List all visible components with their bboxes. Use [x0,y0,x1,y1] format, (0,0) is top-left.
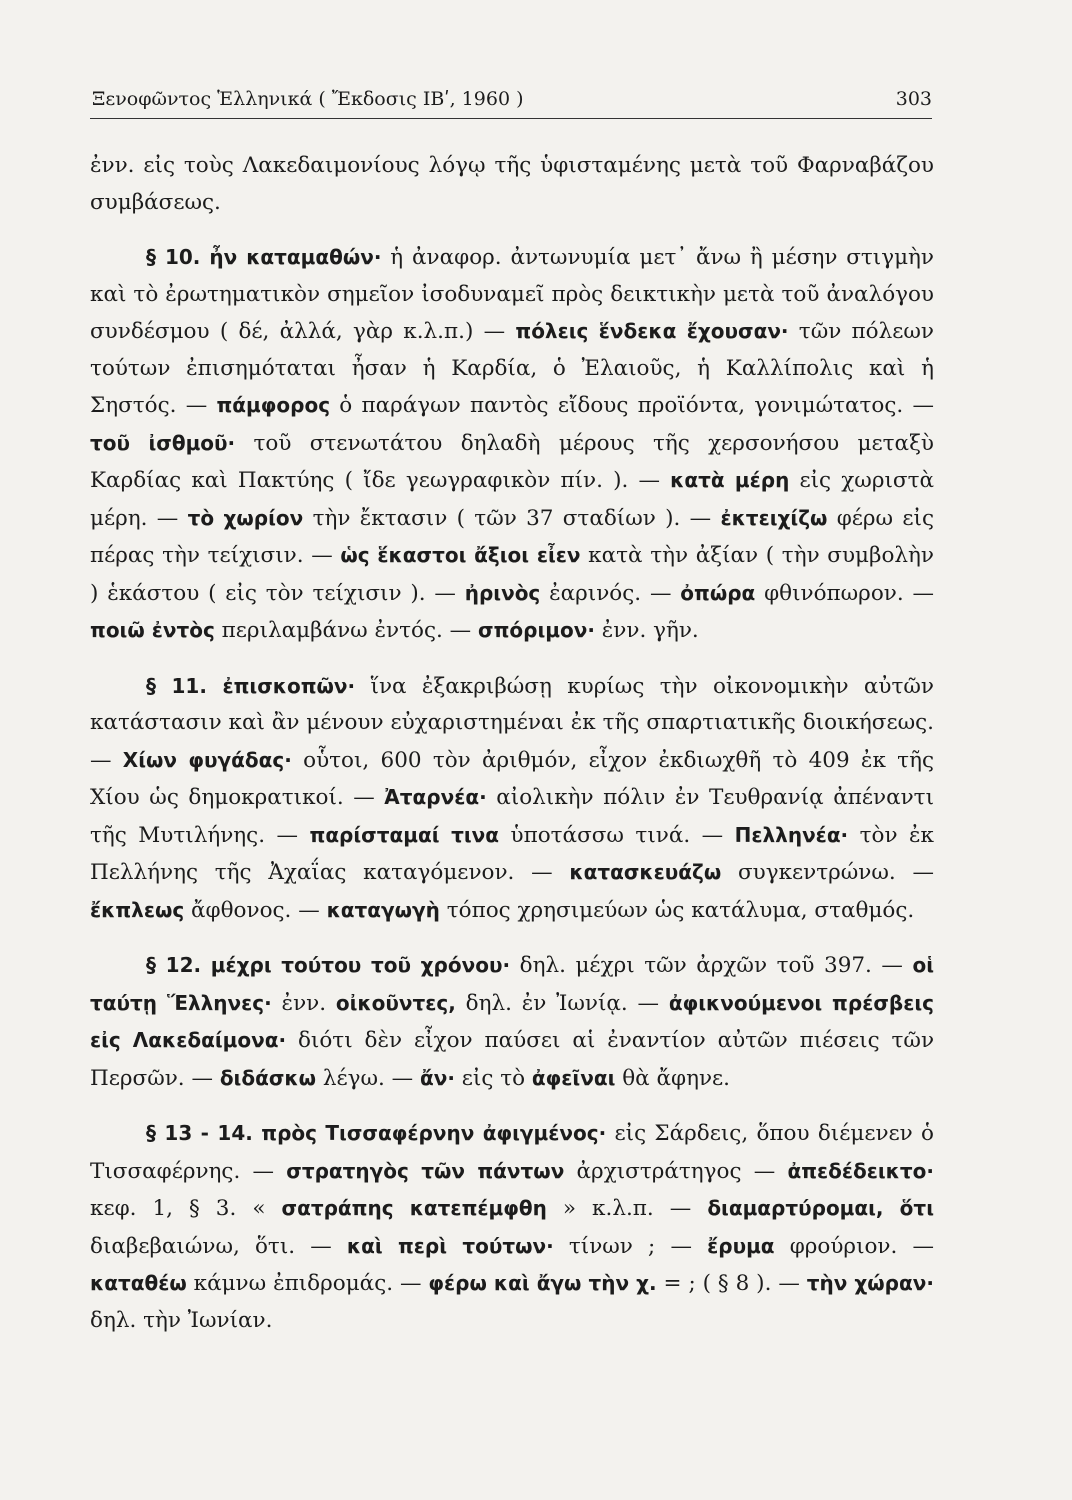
gloss-text: δηλ. μέχρι τῶν ἀρχῶν τοῦ 397. — [510,953,913,978]
gloss-text: φρούριον. — [774,1233,935,1259]
lemma-term: φέρω καὶ ἄγω τὴν χ. [428,1271,657,1295]
page-number: 303 [895,88,932,110]
lemma-term: Ἀταρνέα· [384,785,487,809]
lemma-term: § 12. μέχρι τούτου τοῦ χρόνου· [146,953,511,977]
running-head [90,82,932,119]
lemma-term: καταθέω [90,1271,187,1295]
gloss-text: ἐνν. γῆν. [594,618,699,643]
gloss-text: ἐνν. [271,990,336,1016]
lemma-term: στρατηγὸς τῶν πάντων [286,1158,565,1183]
lemma-term: ἔρυμα [707,1233,775,1258]
lemma-term: τὴν χώραν· [806,1271,934,1295]
gloss-text: τὴν ἔκτασιν ( τῶν 37 σταδίων ). — [303,505,721,531]
lemma-term: διδάσκω [219,1065,316,1090]
gloss-text: δηλ. τὴν Ἰωνίαν. [90,1307,273,1333]
lemma-term: κατὰ μέρη [670,468,790,492]
gloss-text: συγκεντρώνω. — [721,860,934,885]
lemma-term: πόλεις ἕνδεκα ἔχουσαν· [515,319,789,343]
lemma-term: ἠρινὸς [464,580,541,605]
gloss-text: περιλαμβάνω ἐντός. — [214,618,478,643]
gloss-text: λέγω. — [316,1065,420,1091]
gloss-text: ὑποτάσσω τινά. — [499,822,735,848]
lemma-term: πάμφορος [216,393,331,417]
paragraph-section-10 [90,239,934,650]
gloss-text: = ; ( § 8 ). — [656,1271,807,1296]
running-title: Ξενοφῶντος Ἑλληνικά ( Ἔκδοσις ΙΒʹ, 1960 ) [92,88,524,110]
commentary-body [90,148,934,1339]
lemma-term: Πελληνέα· [734,822,849,847]
gloss-text: τίνων ; — [553,1233,708,1259]
lemma-term: ποιῶ ἐντὸς [90,618,215,642]
gloss-text: ἐνν. εἰς τοὺς Λακεδαιμονίους λόγῳ τῆς ὑφισταμένης μετὰ τοῦ Φαρναβάζου συμβάσεως. [90,153,934,215]
gloss-text: ὁ παράγων παντὸς εἴδους προϊόντα, γονιμώτατος. — [330,393,934,418]
gloss-text: τῶν πόλεων τούτων ἐπισημόταται ἦσαν ἡ Καρδία, ὁ Ἐλαιοῦς, ἡ Καλλίπολις καὶ ἡ Σηστός. — [90,319,934,418]
lemma-term: διαμαρτύρομαι, ὅτι [707,1196,934,1220]
gloss-text: τοῦ στενωτάτου δηλαδὴ μέρους τῆς χερσονήσου μεταξὺ Καρδίας καὶ Πακτύης ( ἴδε γεωγραφικὸν πίν. ). — [90,430,934,493]
lemma-term: § 11. ἐπισκοπῶν· [146,673,356,698]
lemma-term: § 13 - 14. πρὸς Τισσαφέρνην ἀφιγμένος· [146,1121,607,1145]
gloss-text: κατὰ τὴν ἀξίαν ( τὴν συμβολὴν ) ἑκάστου ( εἰς τὸν τείχισιν ). — [90,543,934,606]
lemma-term: παρίσταμαί τινα [309,822,500,847]
gloss-text: ἡ ἀναφορ. ἀντωνυμία μετ᾿ ἄνω ἢ μέσην στιγμὴν καὶ τὸ ἐρωτηματικὸν σημεῖον ἰσοδυναμεῖ πρὸς δεικτικὴν μετὰ τοῦ ἀναλόγου συνδέσμου ( δέ, ἀλλά, γὰρ κ.λ.π.) — [90,245,935,344]
gloss-text: διότι δὲν εἶχον παύσει αἱ ἐναντίον αὐτῶν πιέσεις τῶν Περσῶν. — [90,1028,935,1091]
gloss-text: τὸν ἐκ Πελλήνης τῆς Ἀχαΐας καταγόμενον. — [90,822,934,885]
lemma-term: οἰκοῦντες, [335,990,456,1015]
lemma-term: τὸ χωρίον [187,505,304,530]
paragraph-section-12 [90,947,934,1097]
paragraph-intro [90,148,934,221]
lemma-term: ὡς ἕκαστοι ἄξιοι εἶεν [340,543,581,567]
gloss-text: θὰ ἄφηνε. [615,1065,731,1091]
gloss-text: δηλ. ἐν Ἰωνίᾳ. — [455,990,669,1016]
gloss-text: εἰς τὸ [454,1065,532,1091]
gloss-text: αἰολικὴν πόλιν ἐν Τευθρανίᾳ ἀπέναντι τῆς Μυτιλήνης. — [90,785,934,848]
lemma-term: ἐκτειχίζω [720,505,828,530]
lemma-term: καὶ περὶ τούτων· [346,1233,554,1258]
lemma-term: ὀπώρα [680,580,756,605]
gloss-text: ἐαρινός. — [540,580,681,606]
lemma-term: οἱ ταύτῃ Ἕλληνες· [90,953,935,1015]
lemma-term: ἄν· [419,1065,455,1090]
gloss-text: » κ.λ.π. — [546,1196,708,1221]
paragraph-section-11 [90,668,934,930]
gloss-text: φθινόπωρον. — [755,580,934,606]
gloss-text: διαβεβαιώνω, ὅτι. — [90,1233,347,1259]
lemma-term: ἀφεῖναι [531,1065,616,1090]
lemma-term: τοῦ ἰσθμοῦ· [90,430,236,455]
gloss-text: τόπος χρησιμεύων ὡς κατάλυμα, σταθμός. [439,897,915,923]
gloss-text: κάμνω ἐπιδρομάς. — [186,1271,429,1296]
gloss-text: ἄφθονος. — [184,897,327,923]
gloss-text: εἰς Σάρδεις, ὅπου διέμενεν ὁ Τισσαφέρνης. — [90,1121,934,1184]
paragraph-section-13-14 [90,1115,934,1339]
gloss-text: εἰς χωριστὰ μέρη. — [90,468,934,531]
lemma-term: ἀπεδέδεικτο· [787,1158,934,1183]
lemma-term: σατράπης κατεπέμφθη [281,1196,547,1220]
gloss-text: ἵνα ἐξακριβώσῃ κυρίως τὴν οἰκονομικὴν αὐτῶν κατάστασιν καὶ ἂν μένουν εὐχαριστημέναι ἐκ τῆς σπαρτιατικῆς διοικήσεως. — [90,673,934,773]
gloss-text: οὗτοι, 600 τὸν ἀριθμόν, εἶχον ἐκδιωχθῆ τὸ 409 ἐκ τῆς Χίου ὡς δημοκρατικοί. — [90,747,934,810]
lemma-term: Χίων φυγάδας· [122,747,292,772]
lemma-term: § 10. ἦν καταμαθών· [146,245,382,269]
lemma-term: ἀφικνούμενοι πρέσβεις εἰς Λακεδαίμονα· [90,990,934,1052]
gloss-text: φέρω εἰς πέρας τὴν τείχισιν. — [90,505,934,568]
lemma-term: κατασκευάζω [569,860,722,884]
lemma-term: καταγωγὴ [326,897,440,922]
gloss-text: ἀρχιστράτηγος — [564,1158,788,1184]
gloss-text: κεφ. 1, § 3. « [90,1196,282,1221]
lemma-term: ἔκπλεως [90,897,185,922]
lemma-term: σπόριμον· [478,618,595,642]
